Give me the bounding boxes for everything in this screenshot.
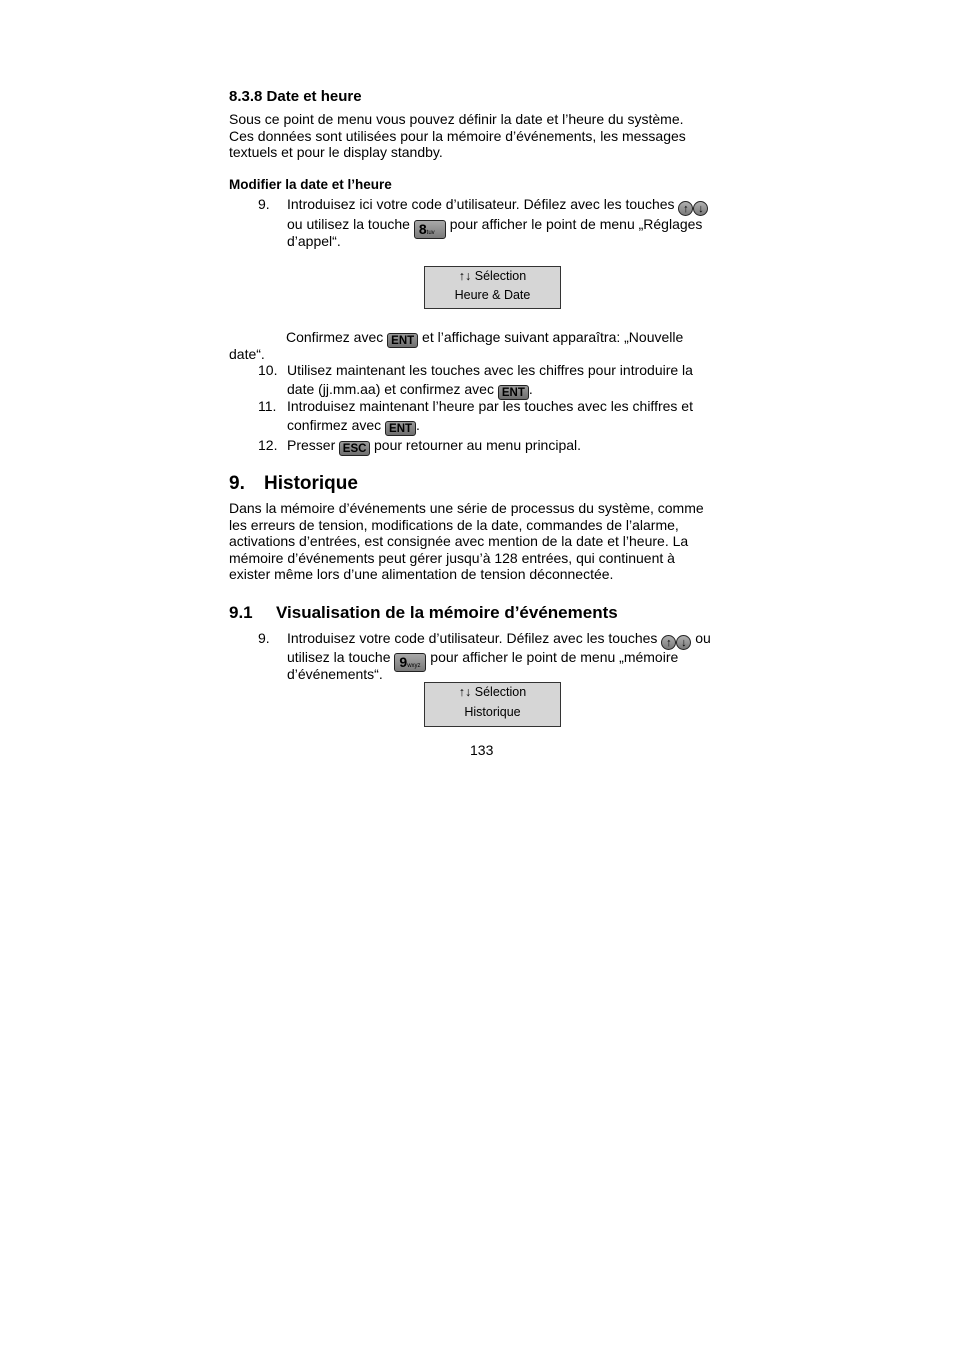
intro-line: textuels et pour le display standby.: [229, 144, 443, 161]
step-number: 12.: [258, 437, 278, 453]
step9-line3: d’appel“.: [287, 233, 341, 249]
step91-line3: d’événements“.: [287, 666, 383, 682]
lcd-line1: ↑↓ Sélection: [458, 269, 527, 283]
step-text: Presser: [287, 437, 336, 453]
page-number: 133: [470, 742, 494, 758]
lcd-display-heure-date: [424, 266, 561, 309]
body-line: Dans la mémoire d’événements une série de processus du système, comme: [229, 500, 704, 516]
ent-key-icon: ENT: [387, 333, 418, 348]
step-text: ou utilisez la touche: [287, 216, 410, 232]
down-arrow-key-icon: ↓: [676, 635, 691, 650]
step-number: 10.: [258, 362, 278, 378]
section-heading-838: 8.3.8 Date et heure: [229, 88, 362, 105]
step-text: pour afficher le point de menu „mémoire: [430, 649, 679, 665]
step9-line2: [287, 216, 702, 239]
key-8-icon: [414, 220, 446, 239]
ent-key-icon: ENT: [498, 385, 529, 400]
step-text: confirmez avec: [287, 417, 382, 433]
heading-title: Visualisation de la mémoire d’événements: [276, 603, 618, 622]
step-text: pour afficher le point de menu „Réglages: [449, 216, 703, 232]
lcd-line2: Heure & Date: [454, 288, 531, 302]
step-number: 11.: [258, 398, 277, 414]
section-heading-91: [229, 603, 618, 623]
step9-line1: [287, 196, 708, 216]
ent-key-icon: ENT: [385, 421, 416, 436]
up-arrow-key-icon: ↑: [678, 201, 693, 216]
intro-paragraph: [229, 111, 686, 161]
key-letters: tuv: [426, 230, 435, 236]
step-text: .: [416, 417, 420, 433]
heading-number: 9.: [229, 473, 245, 494]
lcd-display-historique: [424, 682, 561, 727]
key-letters: wxyz: [407, 663, 421, 669]
confirm-text: Confirmez avec: [286, 329, 384, 345]
step-text: .: [528, 381, 533, 397]
esc-key-icon: ESC: [339, 441, 370, 456]
step11-line1: Introduisez maintenant l’heure par les touches avec les chiffres et: [287, 398, 693, 414]
body-line: exister même lors d’une alimentation de tension déconnectée.: [229, 566, 614, 583]
step91-line1: [287, 630, 711, 650]
step-text: date (jj.mm.aa) et confirmez avec: [287, 381, 494, 397]
heading-number: 9.1: [229, 603, 253, 622]
confirm-line-end: date“.: [229, 346, 265, 362]
lcd-line1: ↑↓ Sélection: [458, 685, 527, 699]
step11-line2: [287, 417, 420, 436]
step-text: ou: [695, 630, 711, 646]
body-line: activations d’entrées, est consignée avec mention de la date et l’heure. La: [229, 533, 689, 550]
confirm-line: [286, 329, 683, 348]
lcd-line2: Historique: [464, 705, 521, 719]
step-number: 9.: [258, 196, 270, 212]
up-arrow-key-icon: ↑: [661, 635, 676, 650]
step-number: 9.: [258, 630, 270, 646]
step-text: utilisez la touche: [287, 649, 391, 665]
subheading-modify-date: Modifier la date et l’heure: [229, 177, 392, 192]
confirm-text: et l’affichage suivant apparaîtra: „Nouvelle: [422, 329, 684, 345]
intro-line: Ces données sont utilisées pour la mémoire d’événements, les messages: [229, 127, 686, 144]
heading-title: Historique: [264, 473, 358, 494]
step-text: Introduisez votre code d’utilisateur. Défilez avec les touches: [287, 630, 658, 646]
key-9-icon: [394, 653, 426, 672]
step-text: pour retourner au menu principal.: [374, 437, 582, 453]
step-text: Introduisez ici votre code d’utilisateur. Défilez avec les touches: [287, 196, 675, 212]
section-heading-9: [229, 473, 358, 495]
body-line: les erreurs de tension, modifications de la date, commandes de l’alarme,: [229, 516, 679, 533]
body-line: mémoire d’événements peut gérer jusqu’à 128 entrées, qui continuent à: [229, 549, 675, 566]
key-digit: 8: [418, 221, 427, 237]
down-arrow-key-icon: ↓: [693, 201, 708, 216]
step12-line: [287, 437, 581, 456]
step10-line1: Utilisez maintenant les touches avec les chiffres pour introduire la: [287, 362, 693, 378]
historique-paragraph: [229, 500, 704, 583]
key-digit: 9: [399, 654, 408, 670]
intro-line: Sous ce point de menu vous pouvez définir la date et l’heure du système.: [229, 111, 684, 127]
